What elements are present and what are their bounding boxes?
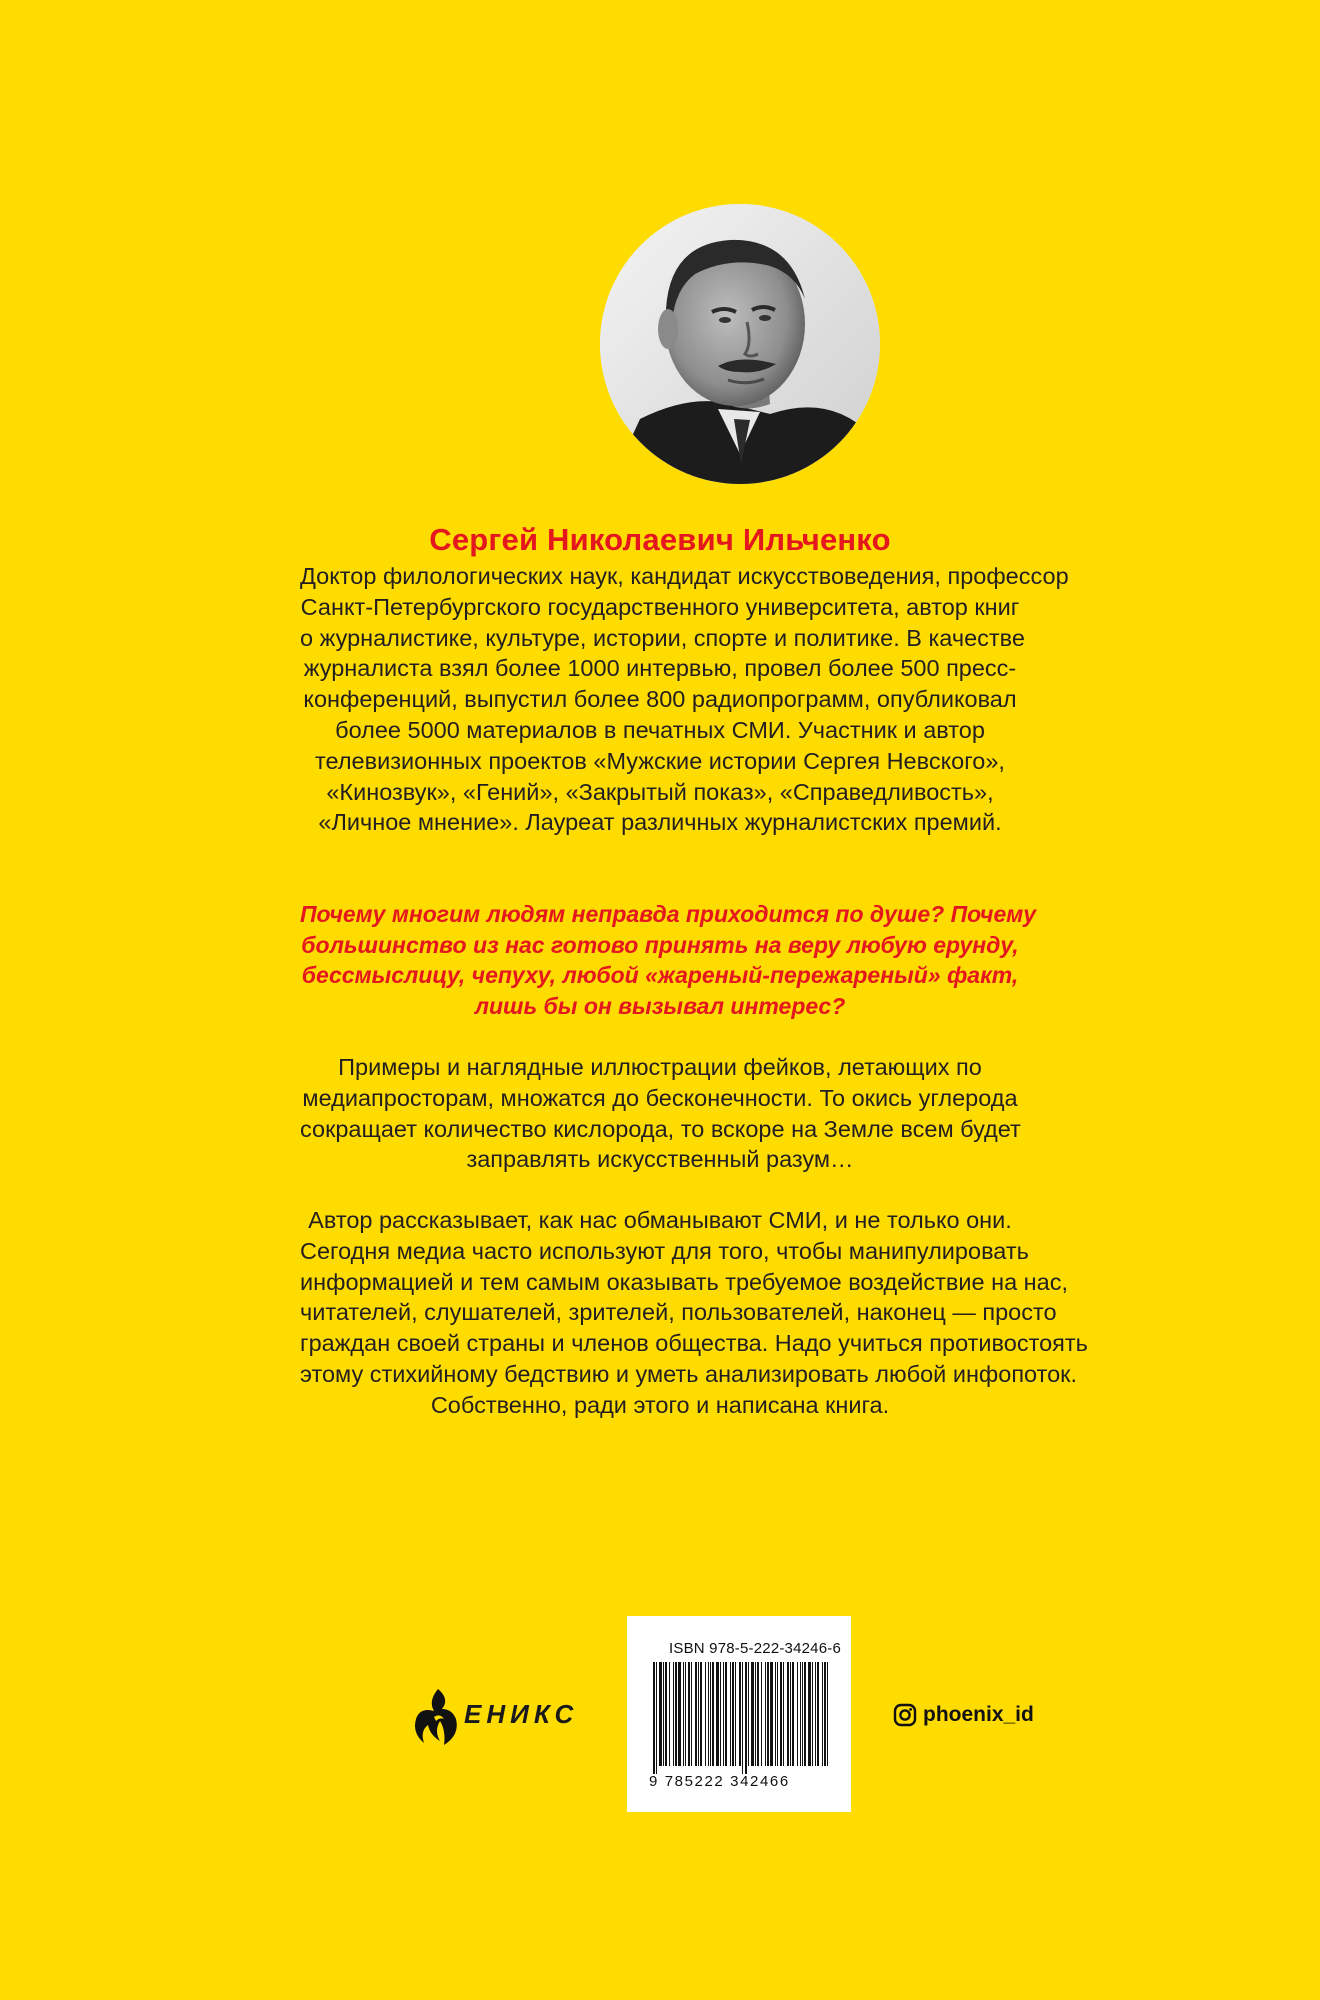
barcode-bar — [691, 1662, 692, 1766]
teaser-line: бессмыслицу, чепуху, любой «жареный-пережареный» факт, — [301, 962, 1019, 988]
barcode-bar — [761, 1662, 762, 1766]
paragraph-line: читателей, слушателей, зрителей, пользователей, наконец — просто — [300, 1299, 1057, 1326]
paragraph-line: сокращает количество кислорода, то вскоре на Земле всем будет — [300, 1115, 1021, 1142]
barcode-bar — [712, 1662, 714, 1766]
barcode-bar — [780, 1662, 782, 1766]
barcode-bar — [720, 1662, 721, 1766]
barcode-bar — [739, 1662, 741, 1766]
bio-line: «Личное мнение». Лауреат различных журналистских премий. — [318, 809, 1002, 836]
barcode-bar — [732, 1662, 734, 1766]
barcode-bar — [663, 1662, 664, 1766]
barcode-bar — [765, 1662, 766, 1766]
barcode-bar — [678, 1662, 681, 1766]
barcode-bar — [688, 1662, 690, 1766]
barcode-bar — [725, 1662, 727, 1766]
bio-line: «Кинозвук», «Гений», «Закрытый показ», «Справедливость», — [326, 778, 994, 805]
barcode-bar — [804, 1662, 806, 1766]
barcode-bar — [683, 1662, 684, 1766]
barcode-bar — [800, 1662, 801, 1766]
barcode-bar — [790, 1662, 791, 1766]
barcode-bar — [695, 1662, 697, 1766]
barcode-bar — [822, 1662, 823, 1766]
phoenix-flame-icon — [410, 1687, 464, 1747]
barcode-bar — [698, 1662, 699, 1766]
barcode-bar — [824, 1662, 826, 1766]
barcode-bar — [748, 1662, 749, 1766]
barcode-bar — [735, 1662, 736, 1766]
teaser-line: лишь бы он вызывал интерес? — [474, 992, 846, 1019]
paragraph-line: этому стихийному бедствию и уметь анализировать любой инфопоток. — [300, 1360, 1077, 1387]
barcode-bar — [708, 1662, 709, 1766]
barcode-bar — [802, 1662, 803, 1766]
publisher-name: ЕНИКС — [464, 1699, 579, 1729]
barcode-bar — [723, 1662, 724, 1766]
barcode-bar — [685, 1662, 686, 1766]
paragraph-line: заправлять искусственный разум… — [466, 1146, 854, 1173]
isbn-label: ISBN 978-5-222-34246-6 — [669, 1640, 842, 1657]
barcode-bar — [767, 1662, 769, 1766]
paragraph-line: Собственно, ради этого и написана книга. — [430, 1391, 890, 1418]
paragraph-line: медиапросторам, множатся до бесконечности. То окись углерода — [302, 1084, 1018, 1111]
teaser-line: большинство из нас готово принять на веру любую ерунду, — [301, 931, 1019, 958]
barcode-bar — [775, 1662, 776, 1766]
barcode-bar — [770, 1662, 773, 1766]
barcode-bar — [705, 1662, 706, 1766]
bio-line: телевизионных проектов «Мужские истории Сергея Невского», — [315, 747, 1005, 774]
barcode-bar — [757, 1662, 759, 1766]
barcode-bar — [755, 1662, 756, 1766]
barcode-bar — [808, 1662, 811, 1766]
instagram-icon — [893, 1703, 917, 1727]
bio-line: конференций, выпустил более 800 радиопрограмм, опубликовал — [303, 686, 1017, 713]
paragraph-line: граждан своей страны и членов общества. Надо учиться противостоять — [300, 1330, 1088, 1357]
bio-line: Доктор филологических наук, кандидат искусствоведения, профессор — [300, 563, 1069, 589]
barcode-bar — [797, 1662, 798, 1766]
barcode-digits: 9 785222 342466 — [649, 1773, 790, 1790]
publisher-logo — [410, 1687, 600, 1747]
barcode-bar — [827, 1662, 828, 1766]
barcode-bar — [710, 1662, 711, 1766]
author-name: Сергей Николаевич Ильченко — [429, 522, 891, 557]
barcode-bar — [730, 1662, 731, 1766]
barcode-bar — [700, 1662, 702, 1766]
paragraph-line: Примеры и наглядные иллюстрации фейков, летающих по — [338, 1054, 982, 1080]
author-photo-image — [600, 204, 880, 484]
teaser-question — [300, 899, 1037, 1021]
isbn-barcode — [627, 1616, 851, 1812]
barcode-bar — [669, 1662, 670, 1766]
barcode-bar — [742, 1662, 743, 1774]
barcode-bar — [817, 1662, 819, 1766]
barcode-bar — [659, 1662, 662, 1766]
teaser-line: Почему многим людям неправда приходится по душе? Почему — [300, 901, 1037, 927]
paragraph-line: информацией и тем самым оказывать требуемое воздействие на нас, — [300, 1268, 1069, 1295]
barcode-bar — [716, 1662, 719, 1766]
barcode-bar — [673, 1662, 674, 1766]
description-paragraph-2 — [300, 1205, 1088, 1421]
social-link[interactable] — [893, 1700, 1034, 1730]
bio-line: о журналистике, культуре, истории, спорте и политике. В качестве — [300, 624, 1025, 651]
barcode-bar — [783, 1662, 784, 1766]
bio-line: журналиста взял более 1000 интервью, провел более 500 пресс- — [303, 655, 1017, 682]
author-portrait — [600, 204, 880, 484]
paragraph-line: Сегодня медиа часто используют для того, чтобы манипулировать — [300, 1237, 1029, 1264]
barcode-bar — [787, 1662, 789, 1766]
bio-line: более 5000 материалов в печатных СМИ. Участник и автор — [335, 716, 985, 743]
barcode-bar — [665, 1662, 667, 1766]
barcode-bar — [751, 1662, 754, 1766]
author-bio — [300, 561, 1069, 838]
bio-line: Санкт-Петербургского государственного университета, автор книг — [300, 593, 1020, 620]
barcode-bar — [792, 1662, 794, 1766]
description-paragraph-1 — [300, 1052, 1020, 1175]
paragraph-line: Автор рассказывает, как нас обманывают СМИ, и не только они. — [308, 1207, 1012, 1233]
barcode-bars — [651, 1662, 831, 1774]
barcode-bar — [812, 1662, 813, 1766]
barcode-bar — [675, 1662, 677, 1766]
barcode-bar — [745, 1662, 747, 1774]
barcode-bar — [815, 1662, 816, 1766]
barcode-bar — [656, 1662, 657, 1774]
barcode-bar — [653, 1662, 655, 1774]
social-handle: phoenix_id — [923, 1703, 1034, 1726]
barcode-bar — [777, 1662, 778, 1766]
